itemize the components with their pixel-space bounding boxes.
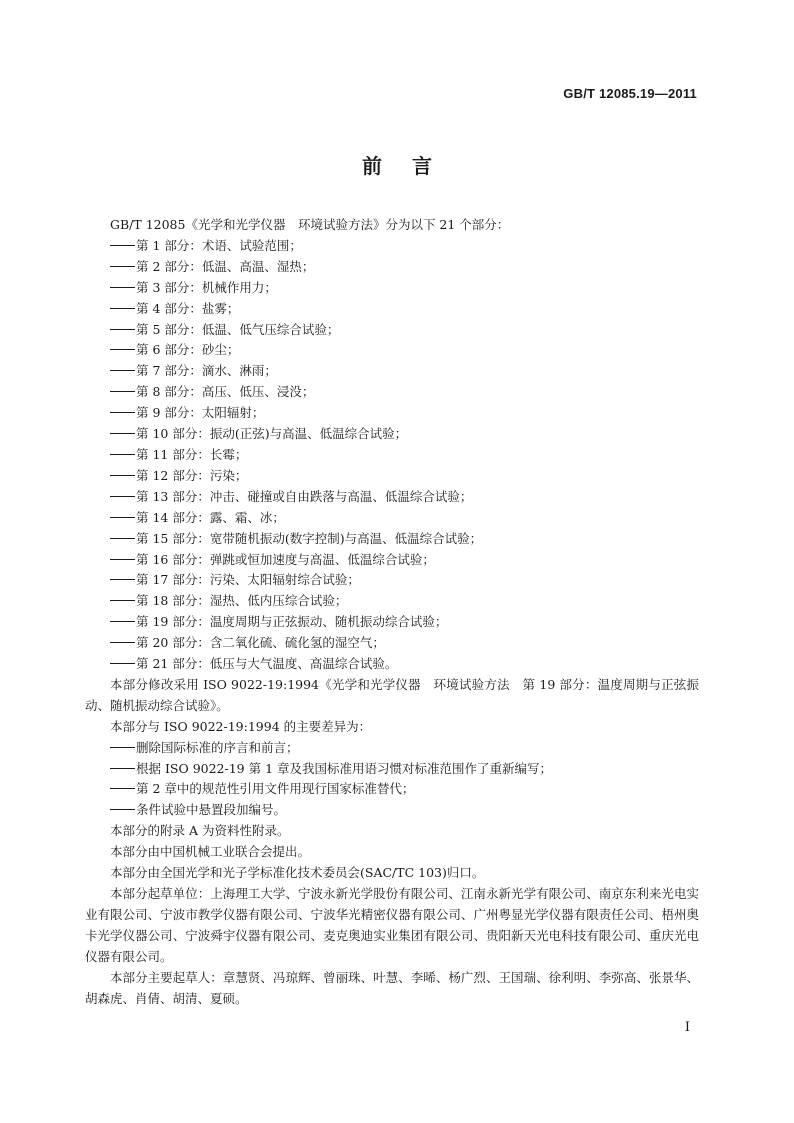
dash-mark bbox=[110, 621, 135, 622]
list-item: 第 14 部分：露、霜、冰； bbox=[85, 508, 699, 529]
dash-mark bbox=[110, 245, 135, 246]
list-item: 第 17 部分：污染、太阳辐射综合试验； bbox=[85, 570, 699, 591]
dash-mark bbox=[110, 517, 135, 518]
dash-mark bbox=[110, 663, 135, 664]
dash-mark bbox=[110, 475, 135, 476]
centralized-by: 本部分由全国光学和光子学标准化技术委员会(SAC/TC 103)归口。 bbox=[110, 865, 485, 881]
list-item: 第 9 部分：太阳辐射； bbox=[85, 403, 699, 424]
list-item: 第 21 部分：低压与大气温度、高温综合试验。 bbox=[85, 654, 699, 675]
list-item: 第 7 部分：滴水、淋雨； bbox=[85, 361, 699, 382]
list-item: 第 11 部分：长霉； bbox=[85, 445, 699, 466]
list-item: 第 5 部分：低温、低气压综合试验； bbox=[85, 320, 699, 341]
list-item: 第 4 部分：盐雾； bbox=[85, 299, 699, 320]
list-item: 第 15 部分：宽带随机振动(数字控制)与高温、低温综合试验； bbox=[85, 529, 699, 550]
differences-intro: 本部分与 ISO 9022-19:1994 的主要差异为： bbox=[110, 718, 372, 734]
list-item: 第 2 章中的规范性引用文件用现行国家标准替代； bbox=[85, 779, 699, 800]
proposed-by: 本部分由中国机械工业联合会提出。 bbox=[110, 844, 311, 860]
dash-mark bbox=[110, 788, 135, 789]
dash-mark bbox=[110, 370, 135, 371]
list-item: 第 18 部分：湿热、低内压综合试验； bbox=[85, 591, 699, 612]
dash-mark bbox=[110, 266, 135, 267]
dash-mark bbox=[110, 329, 135, 330]
dash-mark bbox=[110, 433, 135, 434]
dash-mark bbox=[110, 349, 135, 350]
list-item: 条件试验中悬置段加编号。 bbox=[85, 800, 699, 821]
parts-list bbox=[85, 236, 699, 675]
dash-mark bbox=[110, 600, 135, 601]
list-item: 删除国际标准的序言和前言； bbox=[85, 738, 699, 759]
appendix-note: 本部分的附录 A 为资料性附录。 bbox=[110, 823, 290, 839]
page-number: I bbox=[684, 1020, 690, 1035]
dash-mark bbox=[110, 496, 135, 497]
list-item: 第 8 部分：高压、低压、浸没； bbox=[85, 382, 699, 403]
dash-mark bbox=[110, 308, 135, 309]
drafting-units: 本部分起草单位：上海理工大学、宁波永新光学股份有限公司、江南永新光学有限公司、南京东利来光电实业有限公司、宁波市教学仪器有限公司、宁波华光精密仪器有限公司、广州粤显光学仪器有限责任公司、梧州奥卡光学仪器公司、宁波舜宇仪器有限公司、麦克奥迪实业集团有限公司、贵阳新天光电科技有限公司、重庆光电仪器有限公司。 bbox=[85, 886, 699, 964]
drafters: 本部分主要起草人：章慧贤、冯琼辉、曾丽珠、叶慧、李晞、杨广烈、王国瑞、徐利明、李弥高、张景华、胡森虎、肖倩、胡清、夏硕。 bbox=[85, 969, 699, 1006]
modification-paragraph: 本部分修改采用 ISO 9022-19:1994《光学和光学仪器 环境试验方法 第 19 部分：温度周期与正弦振动、随机振动综合试验》。 bbox=[85, 676, 699, 713]
dash-mark bbox=[110, 768, 135, 769]
dash-mark bbox=[110, 412, 135, 413]
dash-mark bbox=[110, 642, 135, 643]
dash-mark bbox=[110, 747, 135, 748]
intro-paragraph: GB/T 12085《光学和光学仪器 环境试验方法》分为以下 21 个部分： bbox=[110, 217, 510, 232]
dash-mark bbox=[110, 454, 135, 455]
differences-list bbox=[85, 738, 699, 822]
list-item: 第 6 部分：砂尘； bbox=[85, 340, 699, 361]
dash-mark bbox=[110, 538, 135, 539]
list-item: 第 3 部分：机械作用力； bbox=[85, 278, 699, 299]
dash-mark bbox=[110, 809, 135, 810]
page-title: 前言 bbox=[362, 154, 462, 178]
list-item: 第 1 部分：术语、试验范围； bbox=[85, 236, 699, 257]
list-item: 根据 ISO 9022-19 第 1 章及我国标准用语习惯对标准范围作了重新编写； bbox=[85, 759, 699, 780]
list-item: 第 2 部分：低温、高温、湿热； bbox=[85, 257, 699, 278]
dash-mark bbox=[110, 559, 135, 560]
list-item: 第 12 部分：污染； bbox=[85, 466, 699, 487]
foreword-body bbox=[85, 215, 699, 1009]
dash-mark bbox=[110, 391, 135, 392]
dash-mark bbox=[110, 287, 135, 288]
list-item: 第 10 部分：振动(正弦)与高温、低温综合试验； bbox=[85, 424, 699, 445]
list-item: 第 19 部分：温度周期与正弦振动、随机振动综合试验； bbox=[85, 612, 699, 633]
list-item: 第 16 部分：弹跳或恒加速度与高温、低温综合试验； bbox=[85, 550, 699, 571]
list-item: 第 20 部分：含二氧化硫、硫化氢的湿空气； bbox=[85, 633, 699, 654]
standard-code: GB/T 12085.19—2011 bbox=[563, 86, 697, 101]
dash-mark bbox=[110, 579, 135, 580]
list-item: 第 13 部分：冲击、碰撞或自由跌落与高温、低温综合试验； bbox=[85, 487, 699, 508]
